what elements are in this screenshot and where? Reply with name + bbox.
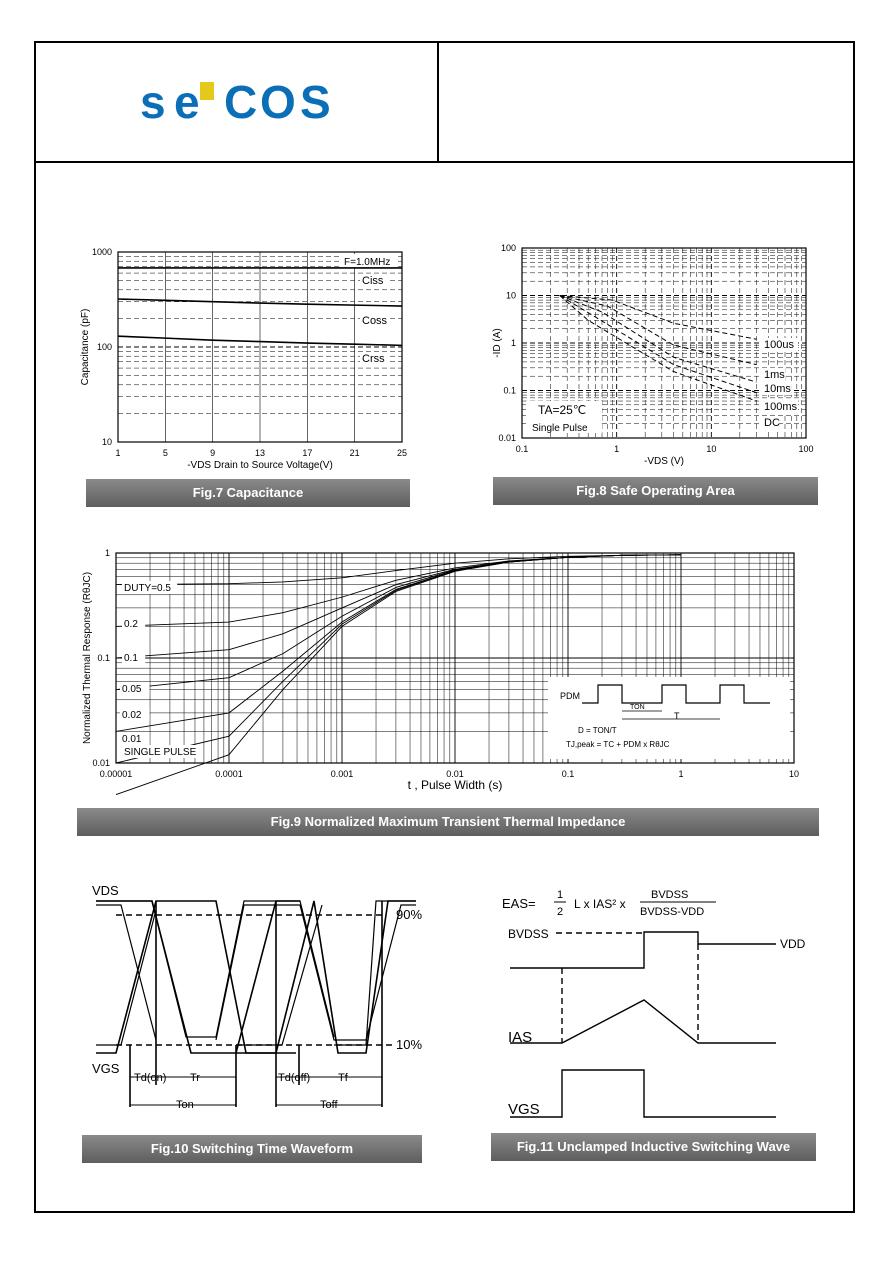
x-tick-label: 0.0001 [215,769,243,779]
fig10-90-label: 90% [396,907,423,922]
x-tick-label: 10 [706,444,717,454]
fig11-uis-waveform [496,880,826,1130]
fig9-inset-ton: TON [630,704,645,711]
series-line [116,555,681,690]
fig7-caption: Fig.7 Capacitance [86,479,410,507]
fig11-half-num: 1 [557,889,564,901]
y-tick-label: 0.1 [97,653,110,663]
fig11-eas-label: EAS= [502,896,536,911]
x-tick-label: 9 [210,448,216,458]
series-label: SINGLE PULSE [124,747,197,758]
fig9-inset-duty: D = TON/T [578,726,617,735]
x-tick-label: 10 [788,769,800,779]
x-axis-label: t , Pulse Width (s) [407,778,503,792]
fig9-inset-tjpeak: TJ,peak = TC + PDM x RθJC [566,740,670,749]
fig9-caption: Fig.9 Normalized Maximum Transient Thermal Impedance [77,808,819,836]
fig11-ias-label: IAS [508,1029,533,1046]
series-label: DUTY=0.5 [124,583,171,594]
fig11-half-den: 2 [557,906,564,918]
y-tick-label: 10 [101,437,112,447]
series-line [560,296,757,402]
fig8-annotation: TA=25℃ [538,403,587,417]
y-tick-label: 0.1 [503,385,516,396]
svg-text:e: e [174,76,200,124]
series-line [560,296,757,383]
x-tick-label: 0.1 [561,769,575,779]
x-tick-label: 13 [254,448,266,458]
series-label: DC [764,417,780,429]
x-tick-label: 0.00001 [99,769,133,779]
header-column-divider [437,41,439,162]
series-label: 10ms [764,383,791,395]
series-label: 0.02 [122,710,142,721]
svg-text:O: O [260,76,296,124]
x-tick-label: 5 [162,448,168,458]
fig11-bv-den: BVDSS-VDD [640,906,705,918]
fig9-inset-pdm: PDM [560,691,580,701]
fig11-vdd-label: VDD [780,937,806,951]
series-label: 0.2 [124,619,138,630]
y-axis-label: Capacitance (pF) [80,308,91,386]
y-tick-label: 0.01 [92,758,110,768]
fig10-toff-label: Toff [320,1099,338,1111]
fig11-caption: Fig.11 Unclamped Inductive Switching Wave [491,1133,816,1161]
fig7-capacitance-chart [72,242,412,474]
x-tick-label: 1 [678,769,684,779]
series-label: 100us [764,339,794,351]
fig10-ton-label: Ton [176,1099,194,1111]
series-label: Coss [362,315,388,327]
fig8-annotation: Single Pulse [532,423,588,434]
fig10-switching-waveform [86,875,436,1115]
svg-text:C: C [224,76,258,124]
fig10-tr-label: Tr [190,1072,200,1084]
y-tick-label: 1 [104,548,110,558]
series-label: 0.1 [124,653,138,664]
x-tick-label: 100 [798,444,814,454]
series-label: Crss [362,353,385,365]
series-label: 100ms [764,401,798,413]
fig8-soa-chart [486,240,821,472]
y-axis-label: -ID (A) [492,328,503,358]
fig11-bv-num: BVDSS [651,889,689,901]
y-tick-label: 1 [510,338,516,348]
y-tick-label: 100 [96,342,112,352]
header-divider [34,161,855,163]
series-label: 0.01 [122,734,142,745]
fig7-annotation: F=1.0MHz [344,257,391,268]
fig10-vgs-label: VGS [92,1061,120,1076]
fig9-thermal-chart [70,545,810,805]
y-tick-label: 1000 [91,247,112,257]
y-tick-label: 100 [500,243,516,253]
brand-logo [140,76,340,124]
y-axis-label: Normalized Thermal Response (RθJC) [82,571,93,745]
series-label: 1ms [764,369,785,381]
y-tick-label: 10 [505,290,516,301]
x-tick-label: 1 [614,444,620,454]
series-label: Ciss [362,275,384,287]
svg-text:s: s [140,76,168,124]
x-axis-label: -VDS (V) [644,456,684,467]
x-tick-label: 0.001 [330,769,354,779]
x-axis-label: -VDS Drain to Source Voltage(V) [187,460,333,471]
x-tick-label: 25 [396,448,408,458]
fig9-inset-t: T [674,711,680,721]
fig11-mid-term: L x IAS² x [574,897,626,911]
svg-text:S: S [300,76,331,124]
x-tick-label: 0.01 [446,769,464,779]
y-tick-label: 0.01 [498,433,516,443]
fig10-tdoff-label: Td(off) [278,1072,311,1084]
fig8-caption: Fig.8 Safe Operating Area [493,477,818,505]
fig10-caption: Fig.10 Switching Time Waveform [82,1135,422,1163]
x-tick-label: 21 [349,448,360,458]
series-line [560,296,757,340]
x-tick-label: 1 [115,448,121,458]
fig10-tdon-label: Td(on) [134,1072,167,1084]
fig10-vds-label: VDS [92,883,119,898]
series-line [560,296,757,393]
fig11-bvdss-label: BVDSS [508,927,549,941]
fig10-10-label: 10% [396,1037,423,1052]
x-tick-label: 17 [302,448,313,458]
fig10-tf-label: Tf [338,1072,348,1084]
series-label: 0.05 [122,684,142,695]
fig11-vgs-label: VGS [508,1101,540,1118]
x-tick-label: 0.1 [515,444,529,454]
